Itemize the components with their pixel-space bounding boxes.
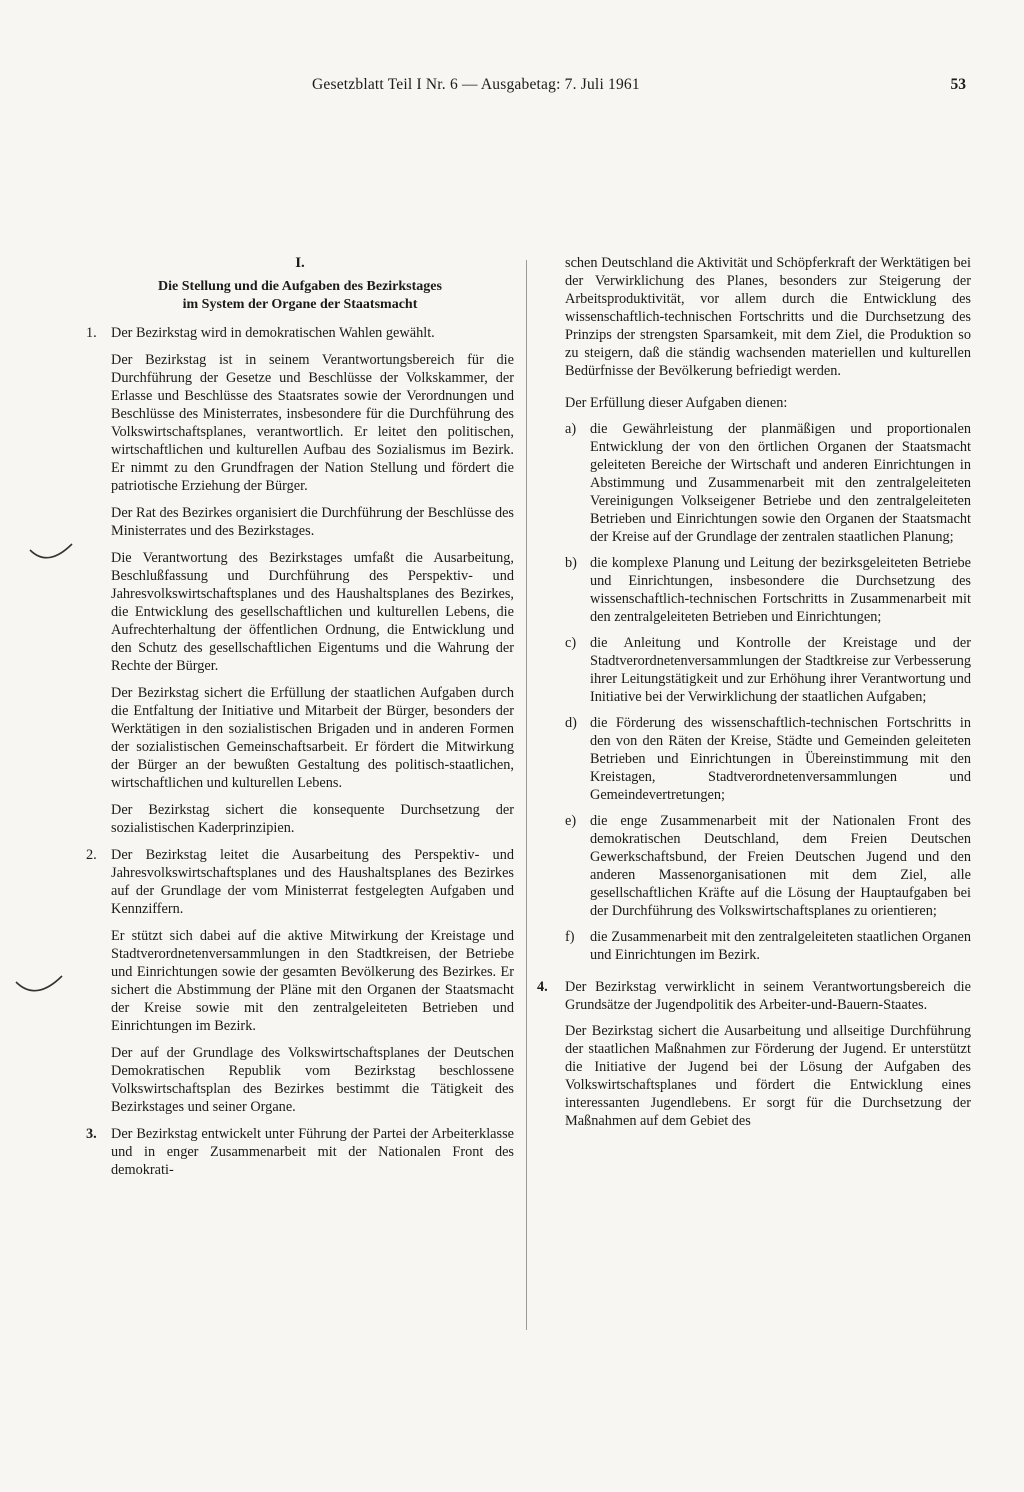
paragraph-text: Der Erfüllung dieser Aufgaben dienen: — [565, 395, 788, 411]
list-item-text: die komplexe Planung und Leitung der bezirksgeleiteten Betriebe und Einrichtungen, insbesondere die Durchsetzung des wissenschaftlich-technischen Fortschritts in Zusammenarbeit mit den zentralgeleiteten Betrieben und Einrichtungen; — [590, 555, 971, 625]
page-header — [0, 76, 1024, 100]
list-item-text: die Gewährleistung der planmäßigen und proportionalen Entwicklung der von den örtlichen Organen der Staatsmacht geleiteten Bereiche der Wirtschaft und anderen Einrichtungen in Abstimmung und Zusammenarbeit mit den zentralgeleiteten Vereinigungen Volkseigener Betriebe und den zentralgeleiteten Betrieben und Einrichtungen sowie den Organen der Staatsmacht der Kreise auf der Grundlage der zentralen staatlichen Planung; — [590, 421, 971, 545]
paragraph-text: Der Bezirkstag wird in demokratischen Wahlen gewählt. — [111, 325, 435, 341]
section-number: I. — [295, 255, 305, 271]
list-item — [565, 714, 971, 804]
list-item — [565, 420, 971, 546]
list-item-label: f) — [565, 929, 575, 945]
list-item-label: b) — [565, 555, 577, 571]
list-item-label: c) — [565, 635, 577, 651]
list-item-label: d) — [565, 715, 577, 731]
paragraph-text: Er stützt sich dabei auf die aktive Mitwirkung der Kreistage und Stadtverordnetenversammlungen in den Stadtkreisen, der Betriebe und Einrichtungen sowie der gesamten Bevölkerung des Bezirkes. Er sichert die Abstimmung der Pläne mit den Organen der Staatsmacht der Kreise sowie mit den zentralgeleiteten Betrieben und Einrichtungen im Bezirk. — [111, 928, 514, 1034]
paragraph-number: 4. — [537, 979, 548, 995]
list-item-label: e) — [565, 813, 577, 829]
paragraph-text: Der Bezirkstag verwirklicht in seinem Verantwortungsbereich die Grundsätze der Jugendpolitik des Arbeiter-und-Bauern-Staates. — [565, 979, 971, 1013]
section-title-line-2: im System der Organe der Staatsmacht — [182, 297, 418, 312]
paragraph-text: schen Deutschland die Aktivität und Schöpferkraft der Werktätigen bei der Verwirklichung des Planes, besonders zur Steigerung der Arbeitsproduktivität, vor allem durch die Entwicklung des wissenschaftlich-technischen Fortschritts und die Durchsetzung des Prinzips der strengsten Sparsamkeit, mit dem Ziel, die Produktion so zu steigern, daß die ständig wachsenden materiellen und kulturellen Bedürfnisse der Bevölkerung befriedigt werden. — [565, 255, 971, 379]
margin-mark-icon — [26, 540, 76, 570]
paragraph-text: Der Bezirkstag ist in seinem Verantwortungsbereich für die Durchführung der Gesetze und Beschlüsse der Volkskammer, der Erlasse und Beschlüsse des Staatsrates sowie der Verordnungen und Beschlüsse des Ministerrates, insbesondere für die Durchführung des Volkswirtschaftsplanes, verantwortlich. Er leitet den politischen, wirtschaftlichen und kulturellen Aufbau des Sozialismus im Bezirk. Er nimmt zu den Grundfragen der Nation Stellung und fördert die patriotische Erziehung der Bürger. — [111, 352, 514, 494]
list-item-label: a) — [565, 421, 577, 437]
paragraph-text: Der Bezirkstag leitet die Ausarbeitung des Perspektiv- und Jahresvolkswirtschaftsplanes und des Haushaltsplanes des Bezirkes auf der Grundlage der vom Ministerrat festgelegten Aufgaben und Kennziffern. — [111, 847, 514, 917]
paragraph-1 — [86, 324, 514, 342]
list-item-text: die Förderung des wissenschaftlich-technischen Fortschritts in den von den Räten der Kreise, Städte und Gemeinden geleiteten Betrieben und Einrichtungen in Übereinstimmung mit den Kreistagen, Stadtverordnetenversammlungen und Gemeindevertretungen; — [590, 715, 971, 803]
list-item — [565, 928, 971, 964]
column-divider — [526, 260, 527, 1330]
paragraph-3 — [86, 1125, 514, 1179]
list-item-text: die Anleitung und Kontrolle der Kreistage und der Stadtverordnetenversammlungen der Stadtkreise zur Verbesserung ihrer Leitungstätigkeit und zur Erhöhung ihrer Verantwortung und Initiative bei der Verwirklichung der staatlichen Aufgaben; — [590, 635, 971, 705]
list-item — [565, 812, 971, 920]
paragraph-text: Der Bezirkstag sichert die konsequente Durchsetzung der sozialistischen Kaderprinzipien. — [111, 802, 514, 836]
list-item-text: die Zusammenarbeit mit den zentralgeleiteten staatlichen Organen und Einrichtungen im Bezirk. — [590, 929, 971, 963]
paragraph-4 — [537, 978, 971, 1014]
paragraph-text: Der Bezirkstag sichert die Erfüllung der staatlichen Aufgaben durch die Entfaltung der Initiative und Mitarbeit der Bürger, besonders der Werktätigen in den sozialistischen Brigaden und in anderen Formen der sozialistischen Gemeinschaftsarbeit. Er fördert die Mitwirkung der Bürger an der bewußten Gestaltung des politisch-staatlichen, wirtschaftlichen und kulturellen Lebens. — [111, 685, 514, 791]
paragraph-2 — [86, 846, 514, 918]
paragraph-text: Der Bezirkstag entwickelt unter Führung der Partei der Arbeiterklasse und in enger Zusammenarbeit mit der Nationalen Front des demokrati- — [111, 1126, 514, 1178]
margin-mark-icon — [12, 972, 66, 1002]
section-title — [86, 278, 514, 314]
paragraph-number: 3. — [86, 1126, 97, 1142]
page-number: 53 — [950, 76, 966, 93]
list-item-text: die enge Zusammenarbeit mit der Nationalen Front des demokratischen Deutschland, dem Freien Deutschen Gewerkschaftsbund, der Freien Deutschen Jugend und den anderen Massenorganisationen mit dem Ziel, alle gesellschaftlichen Kräfte auf die Lösung der Hauptaufgaben bei der Durchführung des Volkswirtschaftsplanes zu orientieren; — [590, 813, 971, 919]
list-item — [565, 634, 971, 706]
section-title-line-1: Die Stellung und die Aufgaben des Bezirkstages — [158, 279, 442, 294]
paragraph-text: Die Verantwortung des Bezirkstages umfaßt die Ausarbeitung, Beschlußfassung und Durchführung des Perspektiv- und Jahresvolkswirtschaftsplanes und des Haushaltsplanes des Bezirkes, die Entwicklung des gesellschaftlichen und kulturellen Lebens, die Aufrechterhaltung der öffentlichen Ordnung, die Entwicklung und den Schutz des gesellschaftlichen Eigentums und die Wahrung der Rechte der Bürger. — [111, 550, 514, 674]
list-item — [565, 554, 971, 626]
paragraph-number: 2. — [86, 847, 97, 863]
paragraph-text: Der Bezirkstag sichert die Ausarbeitung und allseitige Durchführung der staatlichen Maßnahmen zur Förderung der Jugend. Er unterstützt die Initiative der Jugend bei der Lösung der Aufgaben des Volkswirtschaftsplanes und fördert die Entwicklung eines interessanten Jugendlebens. Er sorgt für die Durchsetzung der Maßnahmen auf dem Gebiet des — [565, 1023, 971, 1129]
paragraph-text: Der auf der Grundlage des Volkswirtschaftsplanes der Deutschen Demokratischen Republik vom Bezirkstag beschlossene Volkswirtschaftsplan des Bezirkes bestimmt die Tätigkeit des Bezirkstages und seiner Organe. — [111, 1045, 514, 1115]
header-title: Gesetzblatt Teil I Nr. 6 — Ausgabetag: 7. Juli 1961 — [312, 76, 640, 93]
left-column — [86, 254, 514, 1188]
right-column — [537, 254, 971, 1138]
paragraph-number: 1. — [86, 325, 97, 341]
paragraph-text: Der Rat des Bezirkes organisiert die Durchführung der Beschlüsse des Ministerrates und des Bezirkstages. — [111, 505, 514, 539]
